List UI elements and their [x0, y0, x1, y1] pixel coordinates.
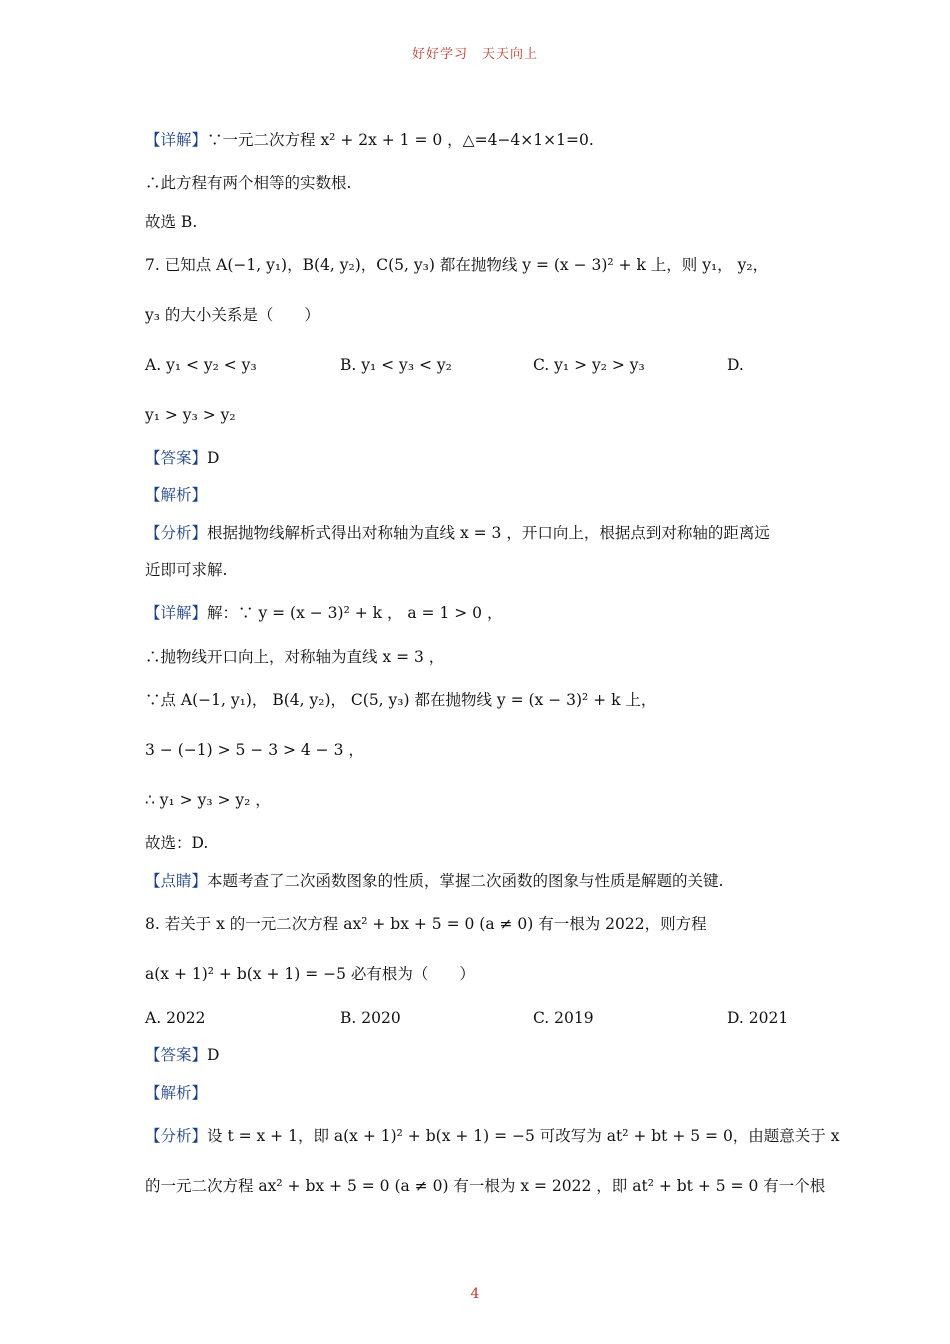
option-letter: D. — [727, 1009, 749, 1027]
line-text: 近即可求解. — [145, 561, 228, 579]
option-value: y₁ < y₂ < y₃ — [166, 356, 257, 374]
q7-option — [533, 355, 645, 375]
line-text: 3 − (−1) > 5 − 3 > 4 − 3 ， — [145, 741, 364, 759]
q7-option — [340, 355, 452, 375]
section-tag: 【分析】 — [145, 524, 208, 542]
text-line — [145, 130, 594, 150]
text-line — [145, 603, 502, 623]
line-text: 根据抛物线解析式得出对称轴为直线 x = 3 ，开口向上，根据点到对称轴的距离远 — [207, 524, 770, 542]
line-text: D — [207, 1046, 220, 1064]
option-letter: C. — [533, 356, 555, 374]
text-line — [145, 1126, 839, 1146]
option-value: y₁ > y₂ > y₃ — [554, 356, 645, 374]
option-letter: A. — [145, 356, 167, 374]
option-value: 2020 — [361, 1009, 401, 1027]
section-tag: 【详解】 — [145, 604, 208, 622]
text-line — [145, 173, 351, 193]
page-number: 4 — [470, 1286, 480, 1302]
q8-option — [340, 1008, 401, 1028]
text-line — [145, 871, 723, 891]
q7-option — [727, 355, 744, 375]
text-line — [145, 212, 197, 232]
section-tag: 【答案】 — [145, 449, 208, 467]
line-text: 解：∵ y = (x − 3)² + k ， a = 1 > 0 ， — [207, 604, 503, 622]
line-text: 的一元二次方程 ax² + bx + 5 = 0 (a ≠ 0) 有一根为 x = 2022 ，即 at² + bt + 5 = 0 有一个根 — [145, 1177, 826, 1195]
line-text: 7. 已知点 A(−1, y₁)，B(4, y₂)，C(5, y₃) 都在抛物线 y = (x − 3)² + k 上，则 y₁， y₂， — [145, 256, 769, 274]
text-line — [145, 305, 320, 325]
line-text: 8. 若关于 x 的一元二次方程 ax² + bx + 5 = 0 (a ≠ 0) 有一根为 2022，则方程 — [145, 915, 707, 933]
text-line — [145, 790, 271, 810]
text-line — [145, 448, 219, 468]
q7-option — [145, 355, 257, 375]
line-text: 故选：D. — [145, 834, 209, 852]
line-text: ∵一元二次方程 x² + 2x + 1 = 0 ，△=4−4×1×1=0. — [207, 131, 594, 149]
line-text: ∵点 A(−1, y₁)， B(4, y₂)， C(5, y₃) 都在抛物线 y = (x − 3)² + k 上， — [145, 691, 657, 709]
text-line — [145, 833, 208, 853]
text-line — [145, 964, 475, 984]
line-text: 设 t = x + 1，即 a(x + 1)² + b(x + 1) = −5 可改写为 at² + bt + 5 = 0，由题意关于 x — [207, 1127, 840, 1145]
section-tag: 【解析】 — [145, 1084, 208, 1102]
q8-option — [145, 1008, 206, 1028]
line-text: 故选 B. — [145, 213, 198, 231]
option-letter: C. — [533, 1009, 555, 1027]
option-letter: D. — [727, 356, 744, 374]
text-line — [145, 560, 227, 580]
text-line — [145, 740, 364, 760]
line-text: D — [207, 449, 220, 467]
option-letter: B. — [340, 356, 362, 374]
q8-option — [727, 1008, 788, 1028]
text-line — [145, 690, 656, 710]
text-line — [145, 647, 444, 667]
option-value: y₁ < y₃ < y₂ — [361, 356, 452, 374]
line-text: 本题考查了二次函数图象的性质，掌握二次函数的图象与性质是解题的关键. — [207, 872, 724, 890]
section-tag: 【解析】 — [145, 486, 208, 504]
text-line — [145, 405, 236, 425]
option-letter: B. — [340, 1009, 362, 1027]
text-line — [145, 1083, 207, 1103]
text-line — [145, 1176, 825, 1196]
section-tag: 【点睛】 — [145, 872, 208, 890]
section-tag: 【详解】 — [145, 131, 208, 149]
text-line — [145, 1045, 219, 1065]
line-text: ∴此方程有两个相等的实数根. — [145, 174, 352, 192]
line-text: y₃ 的大小关系是（ ） — [145, 306, 320, 324]
line-text: a(x + 1)² + b(x + 1) = −5 必有根为（ ） — [145, 965, 475, 983]
q8-option — [533, 1008, 594, 1028]
text-line — [145, 485, 207, 505]
section-tag: 【答案】 — [145, 1046, 208, 1064]
line-text: ∴抛物线开口向上，对称轴为直线 x = 3 ， — [145, 648, 445, 666]
option-letter: A. — [145, 1009, 167, 1027]
page-header: 好好学习 天天向上 — [411, 47, 538, 62]
option-value: 2022 — [166, 1009, 206, 1027]
line-text: y₁ > y₃ > y₂ — [145, 406, 236, 424]
section-tag: 【分析】 — [145, 1127, 208, 1145]
text-line — [145, 255, 768, 275]
option-value: 2021 — [748, 1009, 789, 1027]
option-value: 2019 — [554, 1009, 594, 1027]
text-line — [145, 914, 707, 934]
text-line — [145, 523, 770, 543]
line-text: ∴ y₁ > y₃ > y₂ ， — [145, 791, 271, 809]
